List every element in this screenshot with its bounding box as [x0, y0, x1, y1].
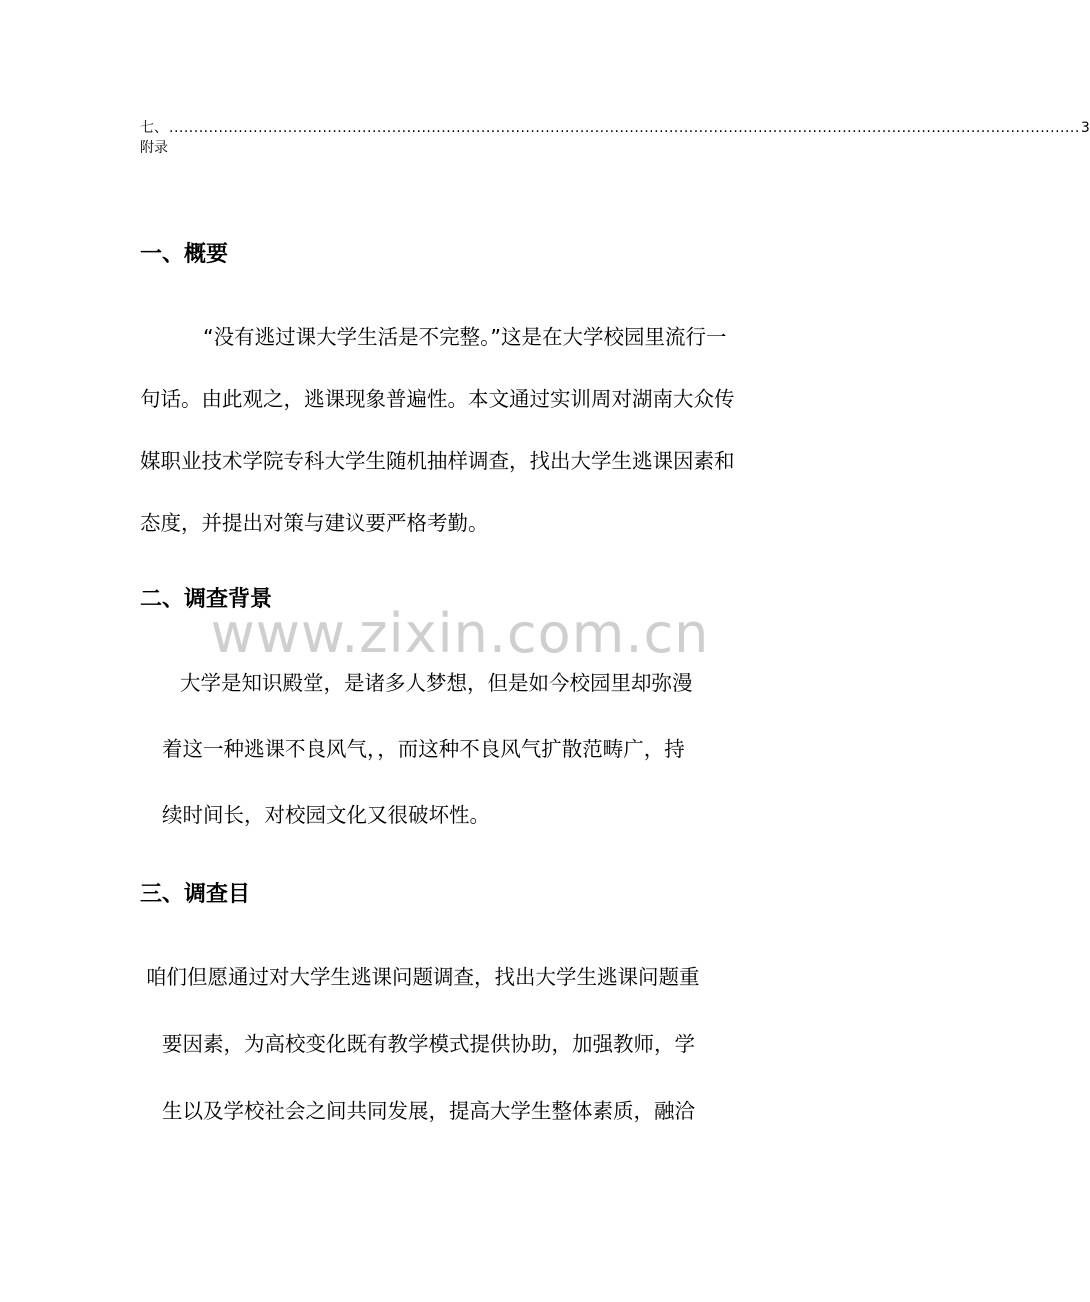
- section-heading-summary: 一、概要: [140, 242, 229, 267]
- summary-line-2: 句话。由此观之，逃课现象普遍性。本文通过实训周对湖南大众传: [140, 387, 735, 411]
- section-heading-background: 二、调查背景: [140, 587, 273, 612]
- toc-entry-appendix: [140, 118, 1090, 158]
- background-line-2: 着这一种逃课不良风气，，而这种不良风气扩散范畴广，持: [162, 737, 685, 761]
- toc-page-number: 3: [1080, 120, 1090, 136]
- section-heading-purpose: 三、调查目: [140, 882, 251, 907]
- toc-leader-dots: ........................................................................................................................................................................................: [169, 120, 1080, 136]
- summary-line-1: “没有逃过课大学生活是不完整。”这是在大学校园里流行一: [203, 325, 727, 349]
- background-line-1: 大学是知识殿堂，是诸多人梦想，但是如今校园里却弥漫: [180, 671, 693, 695]
- background-line-3: 续时间长，对校园文化又很破坏性。: [162, 803, 490, 827]
- purpose-line-3: 生以及学校社会之间共同发展，提高大学生整体素质，融洽: [162, 1099, 695, 1123]
- purpose-line-1: 咱们但愿通过对大学生逃课问题调查，找出大学生逃课问题重: [146, 965, 700, 989]
- summary-line-3: 媒职业技术学院专科大学生随机抽样调查，找出大学生逃课因素和: [140, 449, 735, 473]
- toc-label: 七、附录: [140, 120, 168, 156]
- summary-line-4: 态度，并提出对策与建议要严格考勤。: [140, 511, 489, 535]
- watermark-text: www.zixin.com.cn: [210, 602, 710, 665]
- purpose-line-2: 要因素，为高校变化既有教学模式提供协助，加强教师，学: [162, 1032, 695, 1056]
